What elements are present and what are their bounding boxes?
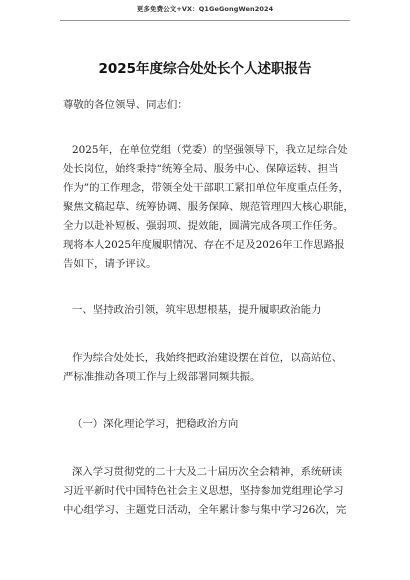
document-title: 2025年度综合处处长个人述职报告	[98, 61, 312, 77]
intro-line: 作为”的工作理念，带领全处干部职工紧扣单位年度重点任务，	[63, 182, 349, 194]
subsection-body-line: 中心组学习、主题党日活动，全年累计参与集中学习26次，完	[63, 504, 347, 516]
subsection-body-line: 深入学习贯彻党的二十大及二十届历次全会精神，系统研读	[72, 466, 343, 478]
section-body-line: 作为综合处处长，我始终把政治建设摆在首位，以高站位、	[72, 352, 343, 364]
section-body-line: 严标准推动各项工作与上级部署同频共振。	[63, 371, 261, 383]
header-divider	[60, 20, 350, 21]
salutation: 尊敬的各位领导、同志们：	[63, 99, 188, 111]
intro-line: 现将本人2025年度履职情况、存在不足及2026年工作思路报	[63, 239, 345, 251]
intro-line: 聚焦文稿起草、统筹协调、服务保障、规范管理四大核心职能，	[63, 201, 354, 213]
subsection-body-line: 习近平新时代中国特色社会主义思想，坚持参加党组理论学习	[63, 485, 344, 497]
intro-line: 全力以赴补短板、强弱项、提效能，圆满完成各项工作任务。	[63, 220, 344, 232]
intro-line: 告如下，请予评议。	[63, 258, 157, 270]
header-promo-note: 更多免费公文+VX：Q1GeGongWen2024	[136, 5, 274, 13]
intro-line: 处长岗位，始终秉持“统筹全局、服务中心、保障运转、担当	[63, 163, 339, 175]
intro-line: 2025年，在单位党组（党委）的坚强领导下，我立足综合处	[72, 144, 348, 156]
section-heading: 一、坚持政治引领，筑牢思想根基，提升履职政治能力	[72, 304, 322, 316]
subsection-heading: （一）深化理论学习，把稳政治方向	[72, 418, 239, 430]
